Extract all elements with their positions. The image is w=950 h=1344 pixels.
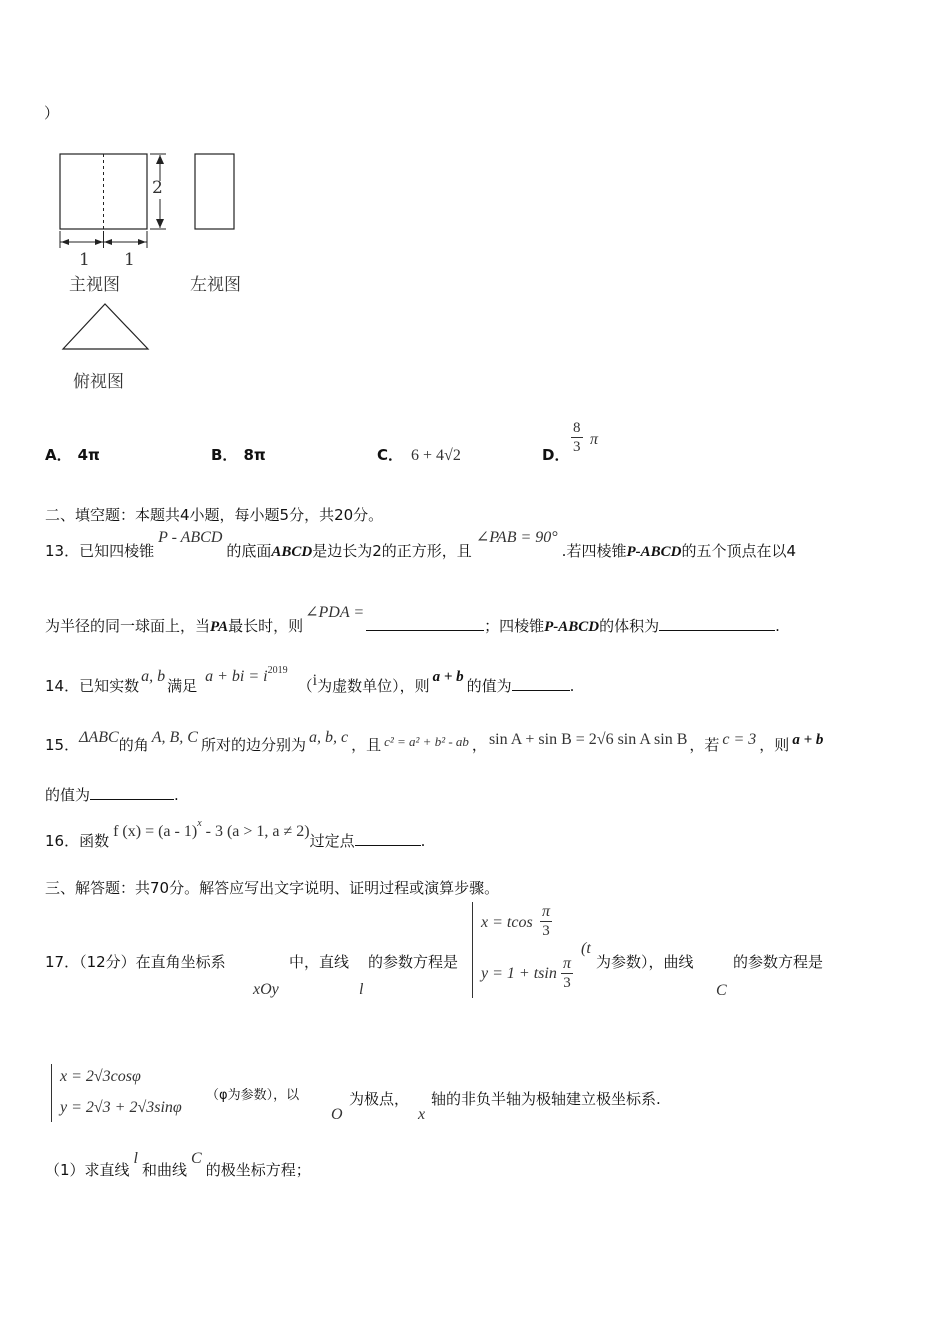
height-label: 2: [152, 178, 163, 198]
curve-eq-x: x = 2√3cosφ: [60, 1068, 141, 1085]
line-param-brace: [472, 902, 473, 998]
width-left-label: 1: [79, 250, 90, 270]
line-eq-y-frac: $\frac{\pi}{3}$: [563, 955, 572, 991]
q17-text-axis: 轴的非负半轴为极轴建立极坐标系.: [431, 1090, 661, 1108]
q17-sub1: （1）求直线l和曲线C的极坐标方程；: [45, 1150, 311, 1179]
q14-blank: [512, 676, 570, 691]
q17-text-curve: 为参数），曲线: [596, 953, 694, 971]
q13-line2: 为半径的同一球面上，当PA最长时，则∠PDA =；四棱锥P-ABCD的体积为 .: [45, 604, 780, 635]
q13-blank-volume: [659, 616, 775, 631]
top-view-label: 俯视图: [73, 372, 124, 392]
line-eq-x-frac: $\frac{\pi}{3}$: [542, 903, 551, 939]
q13-line1: 13．已知四棱锥P - ABCD的底面ABCD是边长为2的正方形，且∠PAB = 90°.若四棱锥P-ABCD的五个顶点在以4: [45, 529, 797, 560]
line-eq-y: y = 1 + tsin: [481, 965, 557, 982]
q17-text-param: 的参数方程是: [368, 953, 459, 971]
q17-xoy: xOy: [253, 981, 279, 998]
q17-line1: 17．（12分）在直角坐标系: [45, 953, 226, 971]
choice-a: A． 4π: [45, 446, 100, 464]
side-view-rect: [195, 154, 234, 229]
q17-O: O: [331, 1106, 343, 1123]
q17-x: x: [418, 1106, 426, 1123]
q17-text-curve-param: 的参数方程是: [733, 953, 824, 971]
side-view-label: 左视图: [190, 275, 241, 295]
q15-blank: [90, 785, 174, 800]
q17-C: C: [716, 982, 727, 999]
curve-eq-y: y = 2√3 + 2√3sinφ: [60, 1099, 182, 1116]
q14: 14．已知实数a, b满足a + bi = $i^{2019}(i$为虚数单位），则 a + b 的值为 .: [45, 665, 575, 695]
q17-t: (t: [581, 940, 591, 957]
line-eq-x: x = tcos: [481, 914, 533, 931]
front-view-label: 主视图: [69, 275, 120, 295]
curve-param-brace: [51, 1064, 52, 1122]
section-3-heading: 三、解答题：共70分。解答应写出文字说明、证明过程或演算步骤。: [45, 879, 500, 897]
q16: 16．函数f (x) = (a - 1)$^x$ - 3 (a > 1, a ≠ 2)过定点 .: [45, 818, 426, 850]
q17-text-phi: （φ为参数），以: [206, 1088, 300, 1103]
section-2-heading: 二、填空题：本题共4小题，每小题5分，共20分。: [45, 506, 384, 524]
top-view-triangle: [63, 304, 148, 349]
q17-text-line: 中，直线: [289, 953, 350, 971]
choice-c: C． 6 + 4√2: [377, 446, 461, 464]
width-right-label: 1: [124, 250, 135, 270]
choice-d-pi: π: [590, 431, 599, 448]
q17-text-pole: 为极点，: [349, 1090, 410, 1108]
q16-blank: [355, 831, 421, 846]
continuation-paren: ）: [44, 104, 60, 122]
choice-b: B． 8π: [211, 446, 266, 464]
q13-blank-angle: [366, 616, 484, 631]
q17-l: l: [359, 981, 364, 998]
q15-line2: 的值为 .: [45, 786, 179, 804]
choice-d: D．: [542, 446, 570, 464]
choice-d-fraction: $\frac{8}{3}$: [573, 420, 581, 455]
q15-line1: 15．ΔABC的角 A, B, C 所对的边分别为 a, b, c ，且 c² = a² + b² - ab ， sin A + sin B = 2√6 sin A sin B ，若 c = 3 ，则 a + b: [45, 729, 824, 754]
